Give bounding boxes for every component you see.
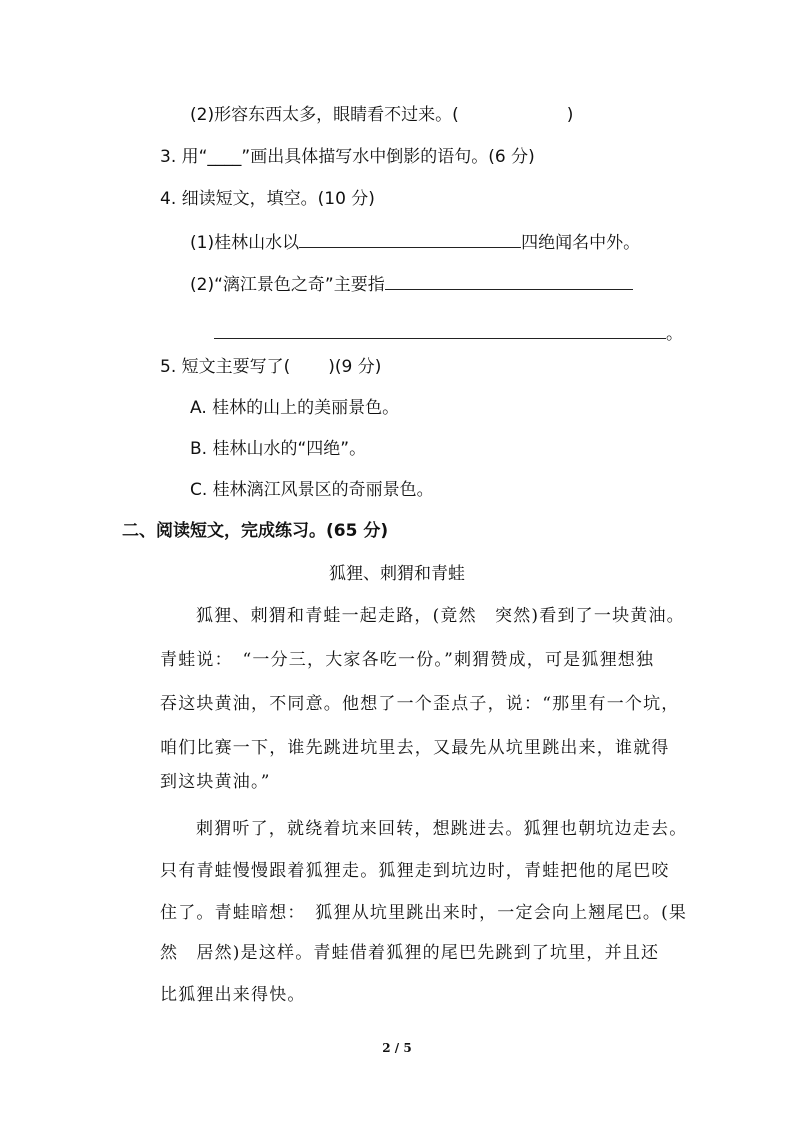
- paragraph-1-line: 吞这块黄油，不同意。他想了一个歪点子，说：“那里有一个坑，: [160, 694, 680, 714]
- q4-item2: (2)“漓江景色之奇”主要指: [190, 271, 633, 297]
- q5-option-c: C. 桂林漓江风景区的奇丽景色。: [190, 480, 434, 500]
- paragraph-1-line: 咱们比赛一下，谁先跳进坑里去，又最先从坑里跳出来，谁就得: [160, 738, 670, 758]
- section-2-heading: 二、阅读短文，完成练习。(65 分): [122, 521, 389, 541]
- paragraph-2-line: 刺猬听了，就绕着坑来回转，想跳进去。狐狸也朝坑边走去。: [196, 819, 688, 839]
- q5-option-a: A. 桂林的山上的美丽景色。: [190, 398, 400, 418]
- question-4-heading: 4. 细读短文，填空。(10 分): [160, 189, 375, 209]
- q2-item2: (2)形容东西太多，眼睛看不过来。( ): [190, 105, 574, 125]
- paragraph-1-line: 到这块黄油。”: [160, 772, 271, 792]
- q5-option-b: B. 桂林山水的“四绝”。: [190, 439, 367, 459]
- paragraph-2-line: 住了。青蛙暗想： 狐狸从坑里跳出来时，一定会向上翘尾巴。(果: [160, 903, 688, 923]
- q2-item2-text: (2)形容东西太多，眼睛看不过来。(: [190, 105, 459, 125]
- answer-blank[interactable]: [385, 271, 633, 290]
- story-title: 狐狸、刺猬和青蛙: [329, 564, 465, 584]
- paragraph-1-line: 狐狸、刺猬和青蛙一起走路，(竟然 突然)看到了一块黄油。: [196, 606, 685, 626]
- answer-blank[interactable]: [299, 229, 521, 248]
- page-number: 2 / 5: [382, 1041, 412, 1055]
- q4-item1: (1)桂林山水以 四绝闻名中外。: [190, 229, 640, 255]
- q4-item2-continuation: 。: [214, 320, 683, 346]
- question-3: 3. 用“____”画出具体描写水中倒影的语句。(6 分): [160, 147, 535, 167]
- paragraph-2-line: 然 居然)是这样。青蛙借着狐狸的尾巴先跳到了坑里，并且还: [160, 943, 660, 963]
- paragraph-2-line: 比狐狸出来得快。: [160, 985, 306, 1005]
- question-5-heading: 5. 短文主要写了( )(9 分): [160, 357, 382, 377]
- paragraph-2-line: 只有青蛙慢慢跟着狐狸走。狐狸走到坑边时，青蛙把他的尾巴咬: [160, 861, 670, 881]
- paragraph-1-line: 青蛙说： “一分三，大家各吃一份。”刺猬赞成，可是狐狸想独: [160, 650, 655, 670]
- answer-blank[interactable]: [214, 320, 666, 339]
